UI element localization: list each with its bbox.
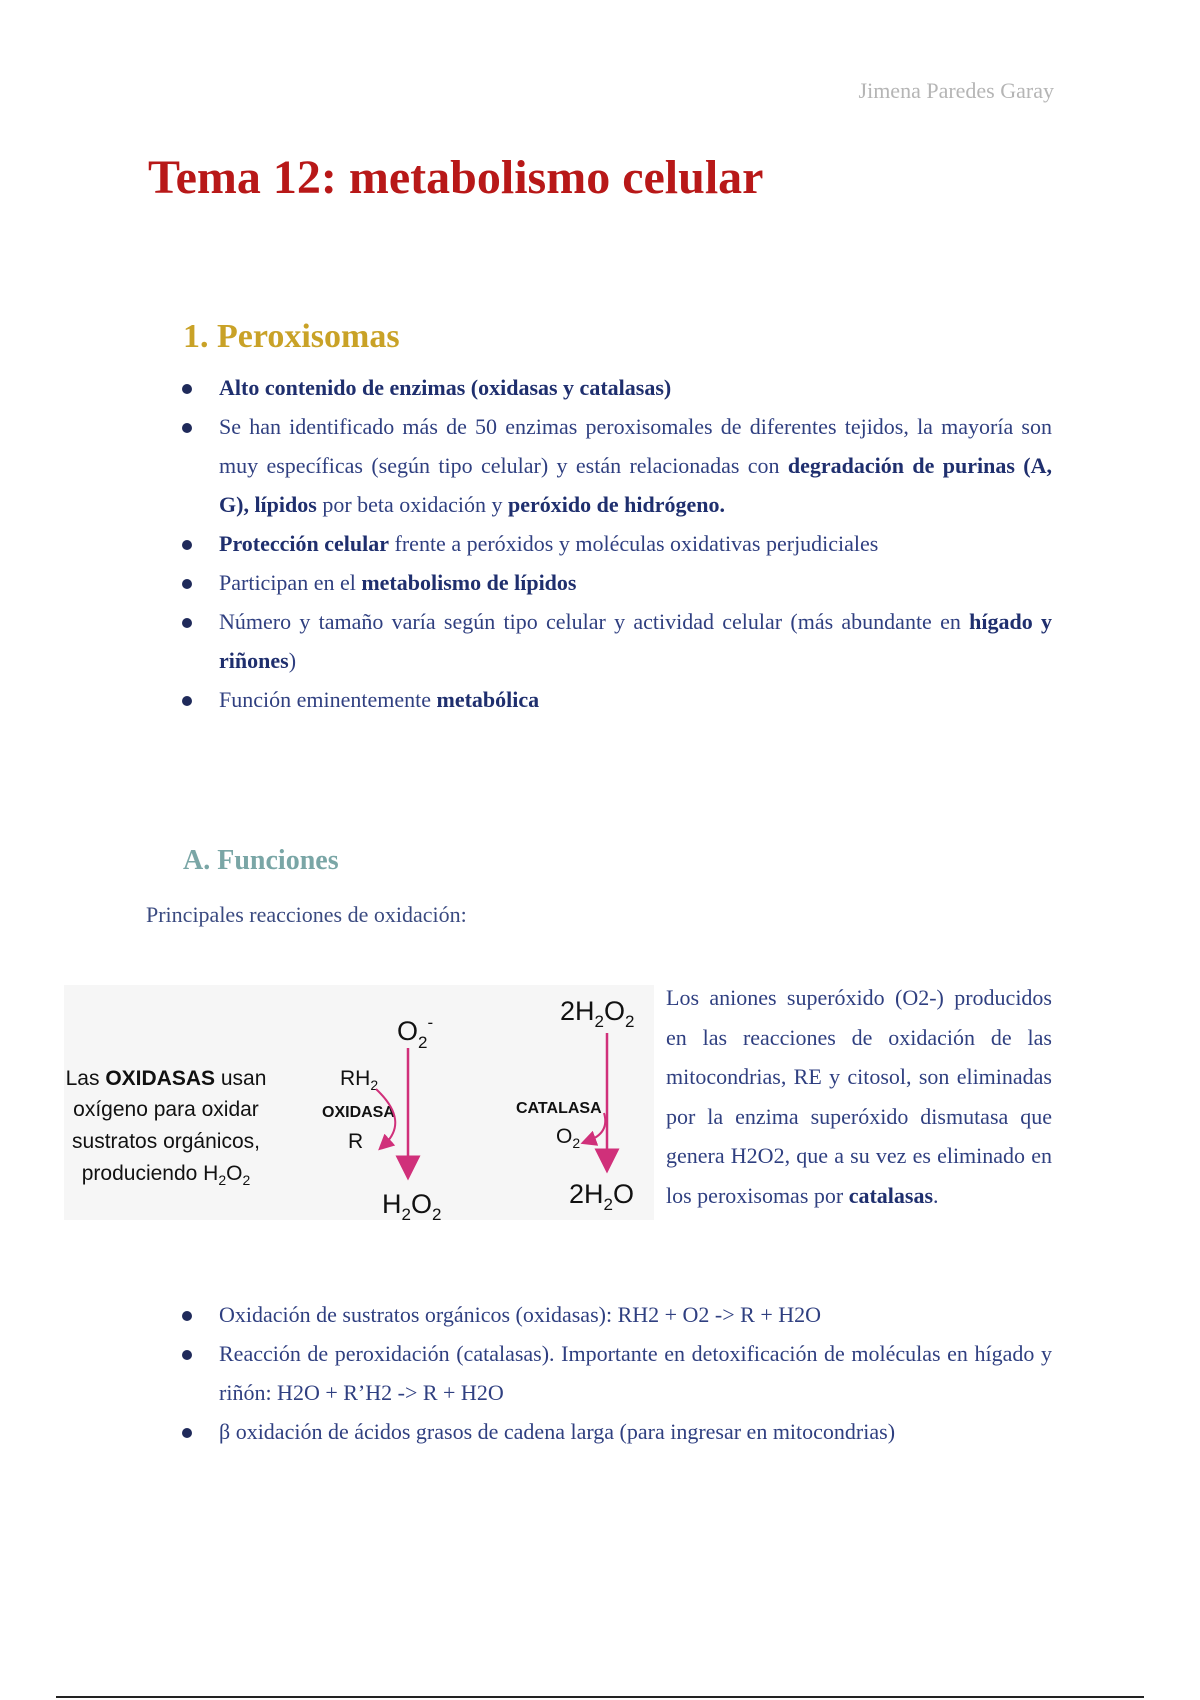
2h2o-product-label: $2H_2O$ xyxy=(569,1179,634,1214)
subsection-letter: A. xyxy=(183,845,211,876)
figure-caption-line-1: Las OXIDASAS usan xyxy=(65,1067,267,1090)
catalase-side-arrow xyxy=(588,1113,605,1141)
functions-bullet-list xyxy=(182,1295,1052,1451)
list-item: Número y tamaño varía según tipo celular y actividad celular (más abundante en hígado y riñones) xyxy=(182,602,1052,680)
page-title: Tema 12: metabolismo celular xyxy=(148,151,764,204)
section-heading-text: Peroxisomas xyxy=(217,318,400,355)
oxidasa-label: OXIDASA xyxy=(322,1104,395,1121)
superoxide-label: $O_2^-$ xyxy=(397,1013,434,1052)
list-item: Protección celular frente a peróxidos y moléculas oxidativas perjudiciales xyxy=(182,524,1052,563)
rh2-label: $RH_2$ xyxy=(340,1067,379,1093)
list-item: Reacción de peroxidación (catalasas). Importante en detoxificación de moléculas en hígado y riñón: H2O + R’H2 -> R + H2O xyxy=(182,1334,1052,1412)
2h2o2-label: $2H_2O_2$ xyxy=(560,996,635,1031)
subsection-heading-funciones xyxy=(183,845,339,877)
list-item: Se han identificado más de 50 enzimas peroxisomales de diferentes tejidos, la mayoría son muy específicas (según tipo celular) y están relacionadas con degradación de purinas (A, G), lípidos por beta oxidación y peróxido de hidrógeno. xyxy=(182,407,1052,524)
figure-caption-line-2: oxígeno para oxidar xyxy=(73,1098,259,1121)
footer-divider xyxy=(56,1696,1144,1698)
h2o2-product-label: $H_2O_2$ xyxy=(382,1189,442,1220)
figure-caption-line-4: produciendo $H_2O_2$ xyxy=(81,1162,251,1188)
catalasa-label: CATALASA xyxy=(516,1100,602,1117)
section-number: 1. xyxy=(183,318,209,355)
list-item: Función eminentemente metabólica xyxy=(182,680,1052,719)
figure-caption-line-3: sustratos orgánicos, xyxy=(72,1130,260,1153)
author-name: Jimena Paredes Garay xyxy=(858,78,1054,103)
list-item: β oxidación de ácidos grasos de cadena larga (para ingresar en mitocondrias) xyxy=(182,1412,1052,1451)
list-item: Participan en el metabolismo de lípidos xyxy=(182,563,1052,602)
list-item: Oxidación de sustratos orgánicos (oxidasas): RH2 + O2 -> R + H2O xyxy=(182,1295,1052,1334)
intro-text: Principales reacciones de oxidación: xyxy=(146,902,467,927)
o2-small-label: $O_2$ xyxy=(556,1125,581,1151)
list-item: Alto contenido de enzimas (oxidasas y catalasas) xyxy=(182,368,1052,407)
oxidation-reactions-figure xyxy=(64,985,654,1220)
subsection-heading-text: Funciones xyxy=(217,845,339,876)
r-label: R xyxy=(348,1130,364,1153)
superoxide-paragraph: Los aniones superóxido (O2-) producidos en las reacciones de oxidación de las mitocondrias, RE y citosol, son eliminadas por la enzima superóxido dismutasa que genera H2O2, que a su vez es eliminado en los peroxisomas por catalasas. xyxy=(666,985,1052,1208)
reaction-diagram xyxy=(64,985,654,1220)
peroxisome-bullet-list xyxy=(182,368,1052,719)
section-heading-peroxisomas xyxy=(183,318,400,356)
